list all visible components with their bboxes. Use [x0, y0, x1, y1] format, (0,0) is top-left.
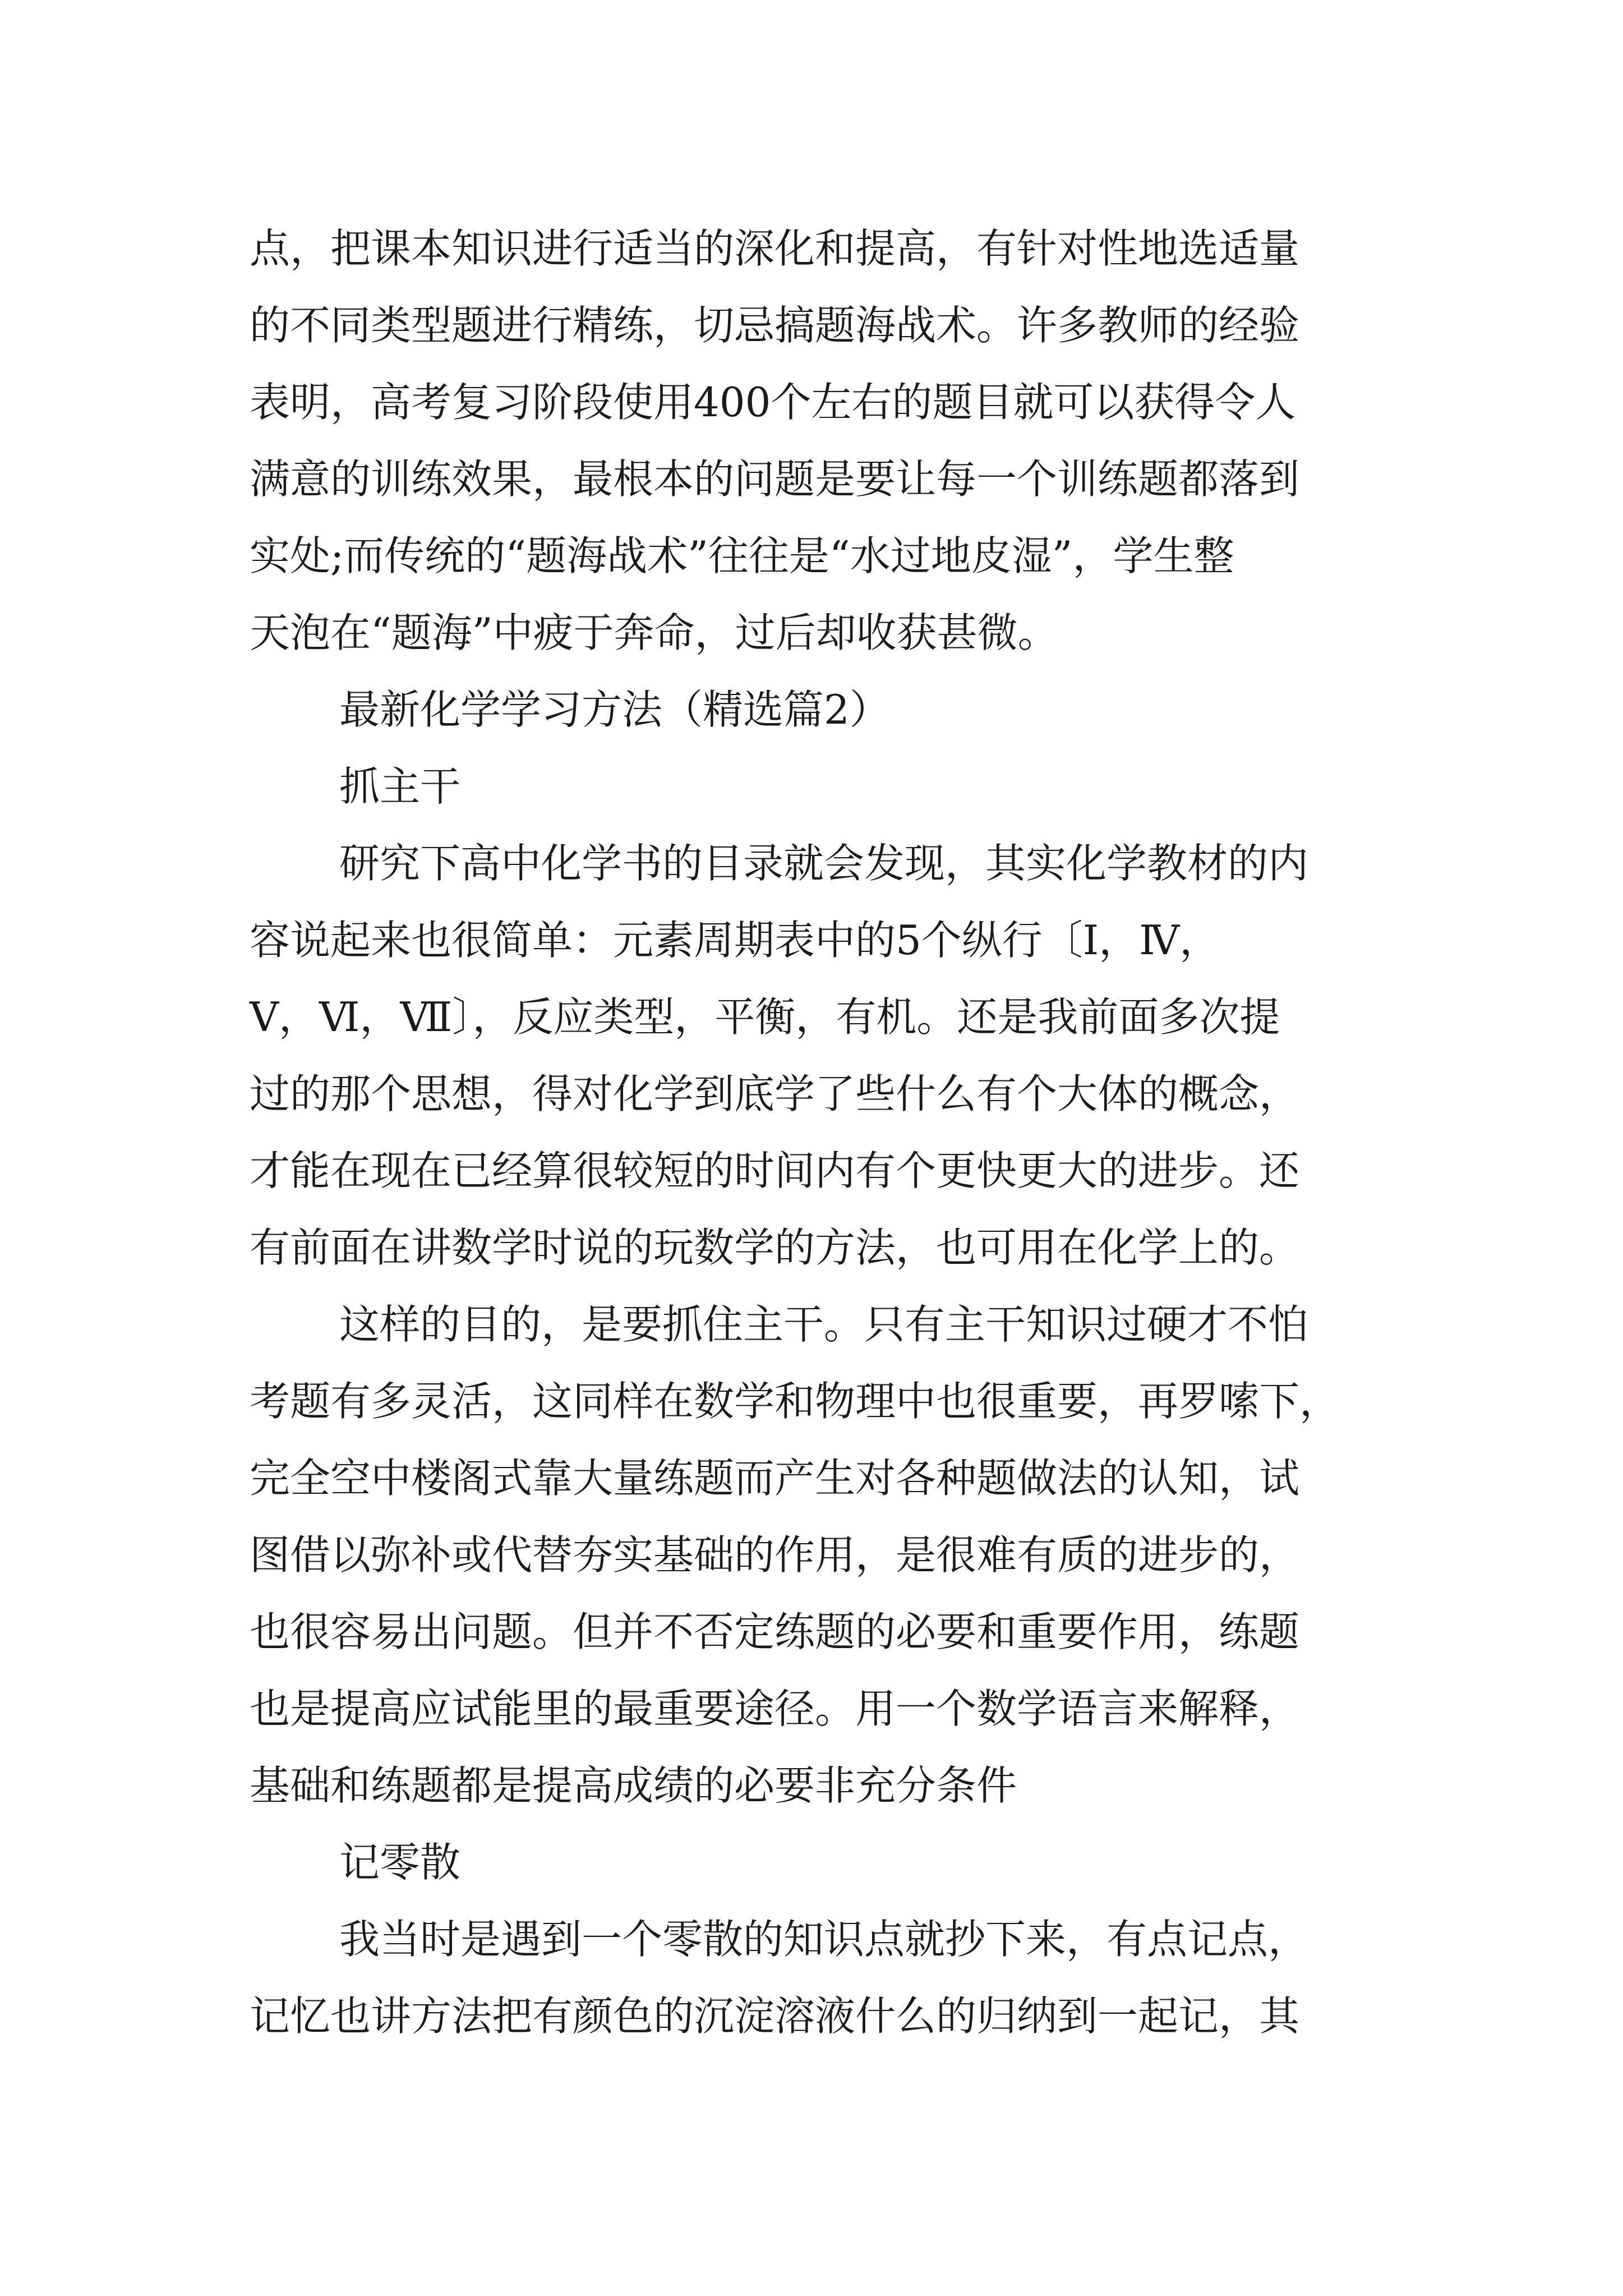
body-text-line: 考题有多灵活，这同样在数学和物理中也很重要，再罗嗦下， [250, 1378, 1340, 1425]
body-text-line: 容说起来也很简单：元素周期表中的5个纵行〔Ⅰ，Ⅳ， [250, 917, 1220, 964]
subsection-heading: 抓主干 [339, 763, 461, 810]
body-text-line: 有前面在讲数学时说的玩数学的方法，也可用在化学上的。 [250, 1224, 1300, 1271]
body-text-line: 实处;而传统的“题海战术”往往是“水过地皮湿”，学生整 [250, 532, 1234, 579]
subsection-heading: 记零散 [339, 1839, 461, 1886]
body-text-line: 基础和练题都是提高成绩的必要非充分条件 [250, 1762, 1017, 1809]
body-text-line: 天泡在“题海”中疲于奔命，过后却收获甚微。 [250, 609, 1058, 656]
section-title: 最新化学学习方法（精选篇2） [339, 686, 890, 733]
paragraph-first-line: 这样的目的，是要抓住主干。只有主干知识过硬才不怕 [339, 1301, 1309, 1348]
body-text-line: 也是提高应试能里的最重要途径。用一个数学语言来解释， [250, 1685, 1300, 1732]
body-text-line: 的不同类型题进行精练，切忌搞题海战术。许多教师的经验 [250, 302, 1300, 349]
paragraph-first-line: 研究下高中化学书的目录就会发现，其实化学教材的内 [339, 840, 1309, 887]
paragraph-first-line: 我当时是遇到一个零散的知识点就抄下来，有点记点， [339, 1916, 1309, 1963]
body-text-line: 满意的训练效果，最根本的问题是要让每一个训练题都落到 [250, 455, 1300, 503]
body-text-line: Ⅴ，Ⅵ，Ⅶ〕，反应类型，平衡，有机。还是我前面多次提 [250, 993, 1280, 1041]
body-text-line: 过的那个思想，得对化学到底学了些什么有个大体的概念， [250, 1070, 1300, 1117]
document-body [250, 210, 1388, 2055]
body-text-line: 也很容易出问题。但并不否定练题的必要和重要作用，练题 [250, 1608, 1300, 1655]
body-text-line: 完全空中楼阁式靠大量练题而产生对各种题做法的认知，试 [250, 1455, 1300, 1502]
body-text-line: 记忆也讲方法把有颜色的沉淀溶液什么的归纳到一起记，其 [250, 1993, 1300, 2040]
body-text-line: 才能在现在已经算很较短的时间内有个更快更大的进步。还 [250, 1147, 1300, 1194]
body-text-line: 表明，高考复习阶段使用400个左右的题目就可以获得令人 [250, 379, 1296, 426]
body-text-line: 点，把课本知识进行适当的深化和提高，有针对性地选适量 [250, 225, 1300, 272]
body-text-line: 图借以弥补或代替夯实基础的作用，是很难有质的进步的， [250, 1531, 1300, 1579]
